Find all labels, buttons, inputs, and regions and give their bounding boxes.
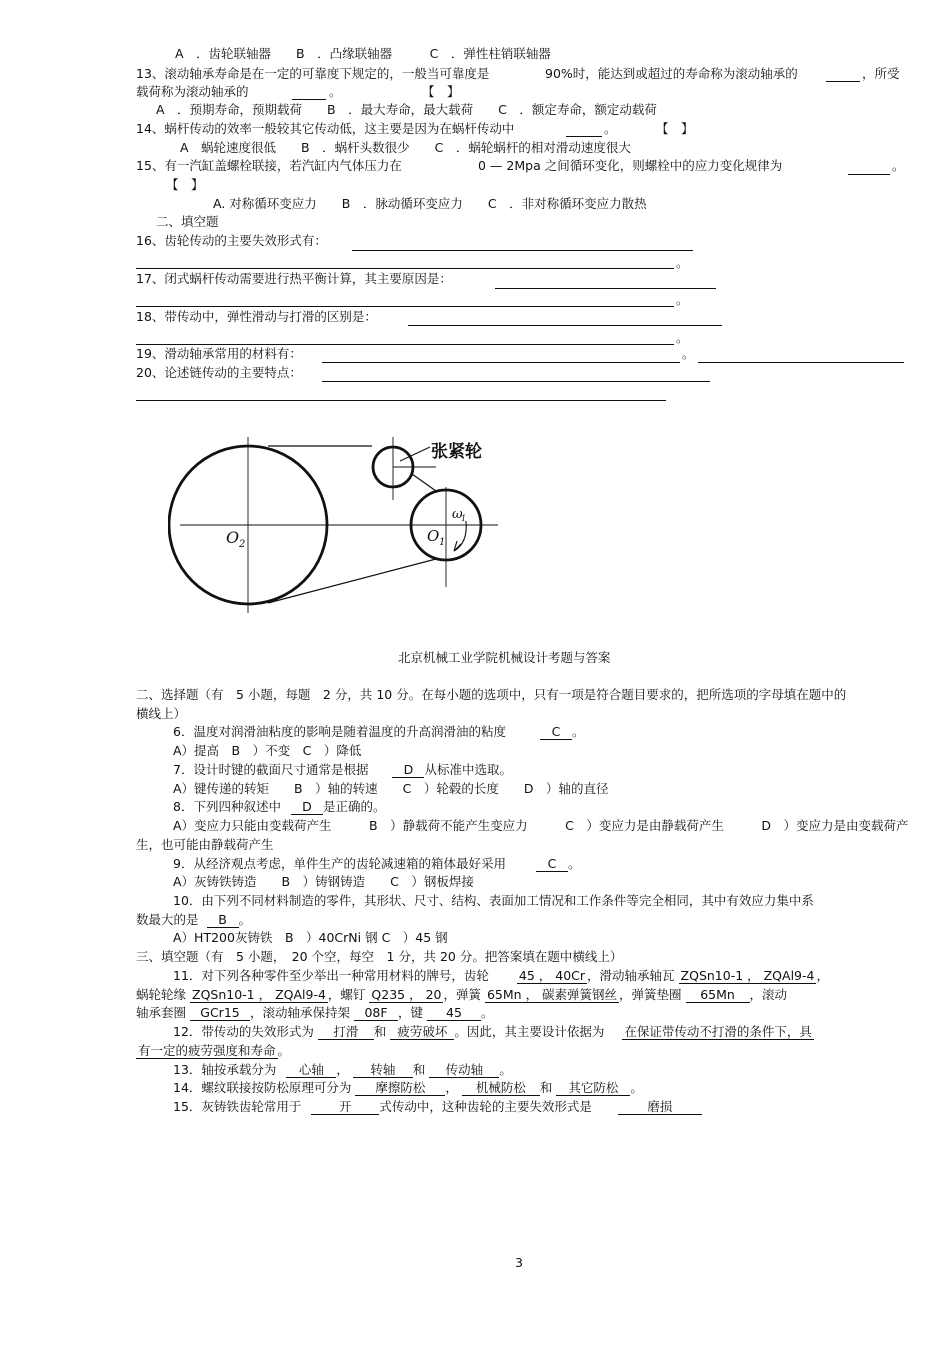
question-10-cont: 数最大的是 B 。 <box>136 912 252 927</box>
q11-rim-answer: ZQSn10-1 ， ZQAl9-4 <box>192 987 326 1002</box>
q16-period: 。 <box>676 255 689 270</box>
question-12: 12．带传动的失效形式为 打滑 和 疲劳破坏 。因此，其主要设计依据为 在保证带传动不打滑的条件下，具 <box>173 1024 812 1039</box>
page-number: 3 <box>515 1255 523 1270</box>
o1-label: O <box>427 527 440 545</box>
q9-options: A）灰铸铁铸造 B ）铸钢铸造 C ）钢板焊接 <box>173 874 474 889</box>
q12-answer-2: 疲劳破坏 <box>390 1025 454 1040</box>
q15-text-c: 。 <box>892 158 905 173</box>
q7-options: A）键传递的转矩 B ）轴的转速 C ）轮毂的长度 D ）轴的直径 <box>173 781 609 796</box>
q11-bolt-answer: Q235 ， 20 <box>371 987 442 1002</box>
q20-text: 20、论述链传动的主要特点： <box>136 365 302 380</box>
q6-answer: C <box>540 725 572 740</box>
q17-blank-1 <box>495 288 716 289</box>
o1-subscript: 1 <box>439 537 446 548</box>
q19-blank-1 <box>322 362 680 363</box>
q13-answer-3: 传动轴 <box>429 1063 499 1078</box>
q13-options: A ．预期寿命，预期载荷 B ．最大寿命，最大载荷 C ．额定寿命，额定动载荷 <box>156 102 657 117</box>
q13-answer-2: 转轴 <box>353 1063 413 1078</box>
q14-options: A 蜗轮速度很低 B ．蜗杆头数很少 C ．蜗轮蜗杆的相对滑动速度很大 <box>180 140 631 155</box>
o2-subscript: 2 <box>239 539 246 550</box>
q19-text: 19、滑动轴承常用的材料有： <box>136 346 302 361</box>
fill-section-heading: 二、填空题 <box>156 214 219 229</box>
q11-washer-answer: 65Mn <box>686 988 750 1003</box>
question-10: 10．由下列不同材料制造的零件，其形状、尺寸、结构、表面加工情况和工作条件等完全相同，其中有效应力集中系 <box>173 893 814 908</box>
q13-answer-1: 心轴 <box>286 1063 336 1078</box>
q14-answer-3: 其它防松 <box>556 1081 630 1096</box>
q20-blank-2 <box>136 400 666 401</box>
q13-text-b: 90%时，能达到或超过的寿命称为滚动轴承的 <box>545 66 798 81</box>
tensioner-label: 张紧轮 <box>431 442 482 462</box>
q12-answer-1: 打滑 <box>318 1025 374 1040</box>
q7-answer: D <box>392 763 424 778</box>
q14-answer-1: 摩擦防松 <box>355 1081 445 1096</box>
q8-options: A）变应力只能由变载荷产生 B ）静载荷不能产生变应力 C ）变应力是由静载荷产生 D ）变应力是由变载荷产 <box>173 818 909 833</box>
omega-label: ω <box>452 507 463 522</box>
q17-text: 17、闭式蜗杆传动需要进行热平衡计算，其主要原因是： <box>136 271 452 286</box>
question-13: 13．轴按承载分为 心轴 ， 转轴 和 传动轴 。 <box>173 1062 512 1077</box>
question-11: 11．对下列各种零件至少举出一种常用材料的牌号，齿轮 45 ， 40Cr ，滑动轴承轴瓦 ZQSn10-1 ， ZQAl9-4 ， <box>173 968 829 983</box>
o2-label: O <box>226 528 240 547</box>
q11-key-answer: 45 <box>427 1006 481 1021</box>
q15-text-b: 0 — 2Mpa 之间循环变化，则螺栓中的应力变化规律为 <box>478 158 783 173</box>
q13-blank-2 <box>292 99 326 100</box>
q13-answer-bracket: 【 】 <box>422 84 460 99</box>
question-11-cont2: 轴承套圈 GCr15 ，滚动轴承保持架 08F ，键 45 。 <box>136 1005 494 1020</box>
q16-blank-2 <box>136 268 674 269</box>
question-14: 14．螺纹联接按防松原理可分为 摩擦防松 ， 机械防松 和 其它防松 。 <box>173 1080 643 1095</box>
q14-blank <box>566 136 602 137</box>
question-15: 15．灰铸铁齿轮常用于 开 式传动中，这种齿轮的主要失效形式是 磨损 <box>173 1099 702 1115</box>
q19-period: 。 <box>682 346 695 361</box>
q13-text-a: 13、滚动轴承寿命是在一定的可靠度下规定的，一般当可靠度是 <box>136 66 490 81</box>
q20-blank-1 <box>322 381 710 382</box>
q6-options: A）提高 B ）不变 C ）降低 <box>173 743 362 758</box>
question-11-cont: 蜗轮轮缘 ZQSn10-1 ， ZQAl9-4 ，螺钉 Q235 ， 20 ，弹簧 65Mn ， 碳素弹簧钢丝 ，弹簧垫圈 65Mn ，滚动 <box>136 987 788 1002</box>
q12-options: A ．齿轮联轴器 B ．凸缘联轴器 C ．弹性柱销联轴器 <box>175 46 551 61</box>
belt-lower-segment <box>268 559 436 603</box>
question-7: 7．设计时键的截面尺寸通常是根据 D 从标准中选取。 <box>173 762 512 777</box>
q10-options: A）HT200灰铸铁 B ）40CrNi 钢 C ）45 钢 <box>173 930 448 945</box>
section3-heading: 三、填空题（有 5 小题， 20 个空，每空 1 分，共 20 分。把答案填在题中横线上） <box>136 949 623 964</box>
q19-blank-2 <box>698 362 904 363</box>
q14-answer-2: 机械防松 <box>462 1081 540 1096</box>
q12-answer-4: 有一定的疲劳强度和寿命 <box>138 1043 276 1058</box>
q13-blank-1 <box>826 81 860 82</box>
q18-blank-2 <box>136 344 674 345</box>
q15-answer-1: 开 <box>311 1100 379 1115</box>
exam-title: 北京机械工业学院机械设计考题与答案 <box>398 650 611 665</box>
q11-spring-answer: 65Mn ， 碳素弹簧钢丝 <box>486 987 618 1002</box>
q18-period: 。 <box>676 330 689 345</box>
omega-subscript: 1 <box>461 514 467 523</box>
belt-upper-right-segment <box>412 474 436 491</box>
q15-answer-bracket: 【 】 <box>166 177 204 192</box>
q9-answer: C <box>536 857 568 872</box>
q16-text: 16、齿轮传动的主要失效形式有： <box>136 233 327 248</box>
q14-answer-bracket: 【 】 <box>656 121 694 136</box>
q11-cage-answer: 08F <box>354 1006 398 1021</box>
q13-text-c: ，所受 <box>862 66 900 81</box>
q11-gear-answer: 45 ， 40Cr <box>518 968 586 983</box>
question-6: 6．温度对润滑油粘度的影响是随着温度的升高润滑油的粘度 C 。 <box>173 724 585 739</box>
q18-blank-1 <box>408 325 722 326</box>
q8-options-cont: 生，也可能由静载荷产生 <box>136 837 274 852</box>
q17-blank-2 <box>136 306 674 307</box>
q15-text-a: 15、有一汽缸盖螺栓联接，若汽缸内气体压力在 <box>136 158 402 173</box>
q8-answer: D <box>291 800 323 815</box>
belt-drive-figure <box>168 425 508 625</box>
section2-heading: 二、选择题（有 5 小题，每题 2 分，共 10 分。在每小题的选项中，只有一项是符合题目要求的，把所选项的字母填在题中的 <box>136 687 847 702</box>
q14-text-b: 。 <box>604 121 617 136</box>
q15-answer-2: 磨损 <box>618 1100 702 1115</box>
q15-options: A. 对称循环变应力 B ．脉动循环变应力 C ．非对称循环变应力散热 <box>213 196 647 211</box>
q11-ring-answer: GCr15 <box>190 1006 250 1021</box>
q11-bushing-answer: ZQSn10-1 ， ZQAl9-4 <box>680 968 815 983</box>
q14-text-a: 14、蜗杆传动的效率一般较其它传动低，这主要是因为在蜗杆传动中 <box>136 121 515 136</box>
question-12-cont: 有一定的疲劳强度和寿命 。 <box>138 1043 291 1058</box>
q17-period: 。 <box>676 292 689 307</box>
q18-text: 18、带传动中，弹性滑动与打滑的区别是： <box>136 309 377 324</box>
question-9: 9．从经济观点考虑，单件生产的齿轮减速箱的箱体最好采用 C 。 <box>173 856 581 871</box>
section2-heading-cont: 横线上） <box>136 706 187 721</box>
q13-text-d: 载荷称为滚动轴承的 <box>136 84 249 99</box>
q16-blank-1 <box>352 250 693 251</box>
q10-answer: B <box>207 913 239 928</box>
question-8: 8．下列四种叙述中 D 是正确的。 <box>173 799 386 814</box>
q12-answer-3: 在保证带传动不打滑的条件下，具 <box>624 1024 812 1039</box>
q13-text-e: 。 <box>329 84 342 99</box>
q15-blank <box>848 174 890 175</box>
